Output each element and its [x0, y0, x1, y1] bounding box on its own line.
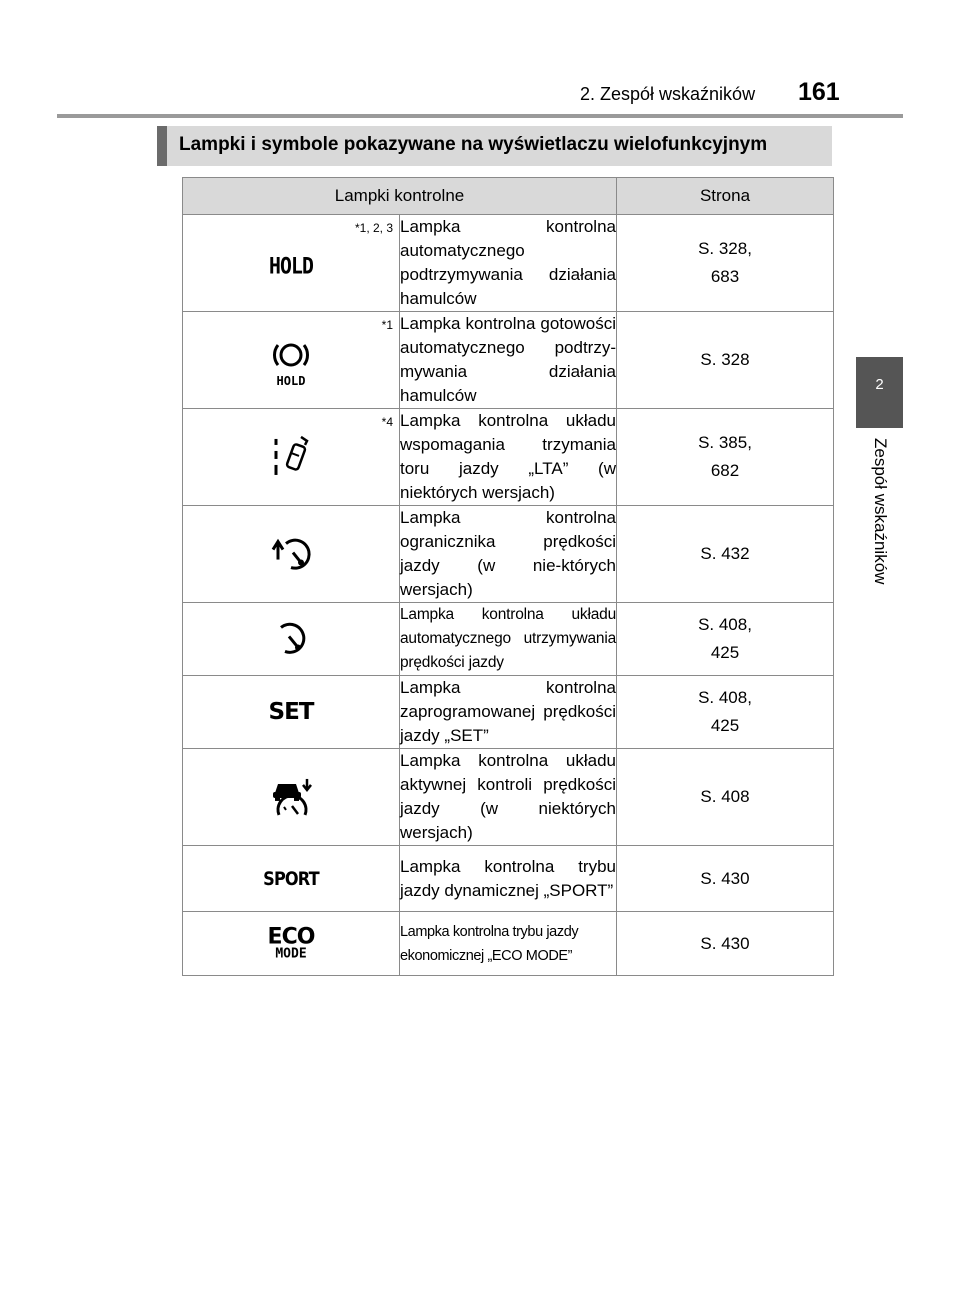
- icon-cell: [183, 506, 400, 603]
- brake-hold-label: HOLD: [276, 374, 306, 388]
- description-cell: Lampka kontrolna automatycznego podtrzymywania działania hamulców: [400, 215, 617, 312]
- set-text: SET: [268, 699, 314, 725]
- table-row: [183, 215, 834, 312]
- icon-cell: [183, 603, 400, 676]
- side-tab-label-text: Zespół wskaźników: [870, 438, 890, 585]
- page-reference-cell: [617, 506, 834, 603]
- table-header-row: [183, 178, 834, 215]
- page-ref: S. 328,: [698, 239, 752, 258]
- page-ref: S. 408,: [698, 615, 752, 634]
- footnote-marker: *4: [381, 415, 393, 429]
- section-heading: [157, 126, 832, 166]
- description-cell: Lampka kontrolna gotowości automatycznego podtrzy-mywania działania hamulców: [400, 312, 617, 409]
- page-ref: S. 328: [700, 350, 750, 369]
- icon-cell: [183, 846, 400, 912]
- icon-cell: [183, 676, 400, 749]
- page-header: [0, 0, 960, 120]
- brake-hold-icon: [269, 338, 313, 393]
- page-reference-cell: [617, 312, 834, 409]
- page-number: 161: [798, 78, 840, 106]
- cruise-control-icon: [271, 621, 311, 660]
- page-ref: S. 432: [700, 544, 750, 563]
- lane-trace-symbol: [271, 435, 311, 479]
- page-reference-cell: [617, 215, 834, 312]
- icon-cell: [183, 749, 400, 846]
- table-row: [183, 603, 834, 676]
- footnote-marker: *1, 2, 3: [354, 221, 393, 235]
- table-row: [183, 506, 834, 603]
- page-reference-cell: [617, 749, 834, 846]
- table-row: [183, 409, 834, 506]
- page-reference-cell: [617, 846, 834, 912]
- brake-hold-symbol: [269, 338, 313, 388]
- page-ref: S. 408: [700, 787, 750, 806]
- sport-text-icon: [258, 868, 324, 890]
- table-row: [183, 846, 834, 912]
- radar-cruise-symbol: [267, 775, 315, 819]
- page-ref: S. 430: [700, 933, 750, 953]
- speed-limiter-icon: [269, 536, 313, 577]
- hold-text-icon: [267, 254, 316, 279]
- column-header-lamps: Lampki kontrolne: [183, 178, 617, 215]
- header-rule: [57, 114, 903, 118]
- column-header-page: Strona: [617, 178, 834, 215]
- indicator-table: [182, 177, 834, 976]
- icon-cell: [183, 215, 400, 312]
- page-ref: S. 385,: [698, 433, 752, 452]
- page-ref: S. 408,: [698, 688, 752, 707]
- icon-cell: [183, 912, 400, 976]
- table-row: [183, 749, 834, 846]
- section-heading-text: Lampki i symbole pokazywane na wyświetlaczu wielofunkcyjnym: [179, 134, 768, 155]
- page-reference-cell: [617, 603, 834, 676]
- side-tab-label: [856, 438, 903, 618]
- page-reference-cell: [617, 676, 834, 749]
- footnote-marker: *1: [381, 318, 393, 332]
- page-ref: 683: [710, 267, 740, 286]
- side-tab-chapter-number: 2: [856, 357, 903, 428]
- description-cell: Lampka kontrolna układu aktywnej kontroli prędkości jazdy (w niektórych wersjach): [400, 749, 617, 846]
- eco-text: ECO: [267, 924, 315, 949]
- radar-cruise-icon: [267, 775, 315, 824]
- description-cell: Lampka kontrolna trybu jazdy ekonomicznej „ECO MODE”: [400, 912, 617, 976]
- page-ref: S. 430: [700, 868, 750, 888]
- page-reference-cell: [617, 409, 834, 506]
- mode-text: MODE: [275, 946, 307, 961]
- lane-trace-icon: [271, 435, 311, 484]
- description-cell: Lampka kontrolna zaprogramowanej prędkości jazdy „SET”: [400, 676, 617, 749]
- description-cell: Lampka kontrolna układu wspomagania trzymania toru jazdy „LTA” (w niektórych wersjach): [400, 409, 617, 506]
- cruise-control-symbol: [271, 621, 311, 655]
- page-ref: 682: [710, 461, 740, 480]
- chapter-title: 2. Zespół wskaźników: [580, 84, 756, 104]
- hold-text: HOLD: [268, 254, 314, 280]
- eco-mode-text-icon: [267, 924, 315, 961]
- page-ref: 425: [710, 716, 740, 735]
- icon-cell: [183, 312, 400, 409]
- table-row: [183, 312, 834, 409]
- page-reference-cell: [617, 912, 834, 976]
- page-ref: 425: [710, 643, 740, 662]
- table-row: [183, 912, 834, 976]
- sport-text: SPORT: [263, 867, 319, 890]
- icon-cell: [183, 409, 400, 506]
- description-cell: Lampka kontrolna układu automatycznego utrzymywania prędkości jazdy: [400, 603, 617, 676]
- set-text-icon: [269, 699, 314, 725]
- description-cell: Lampka kontrolna trybu jazdy dynamicznej „SPORT”: [400, 846, 617, 912]
- speed-limiter-symbol: [269, 536, 313, 572]
- table-row: [183, 676, 834, 749]
- description-cell: Lampka kontrolna ogranicznika prędkości jazdy (w nie-których wersjach): [400, 506, 617, 603]
